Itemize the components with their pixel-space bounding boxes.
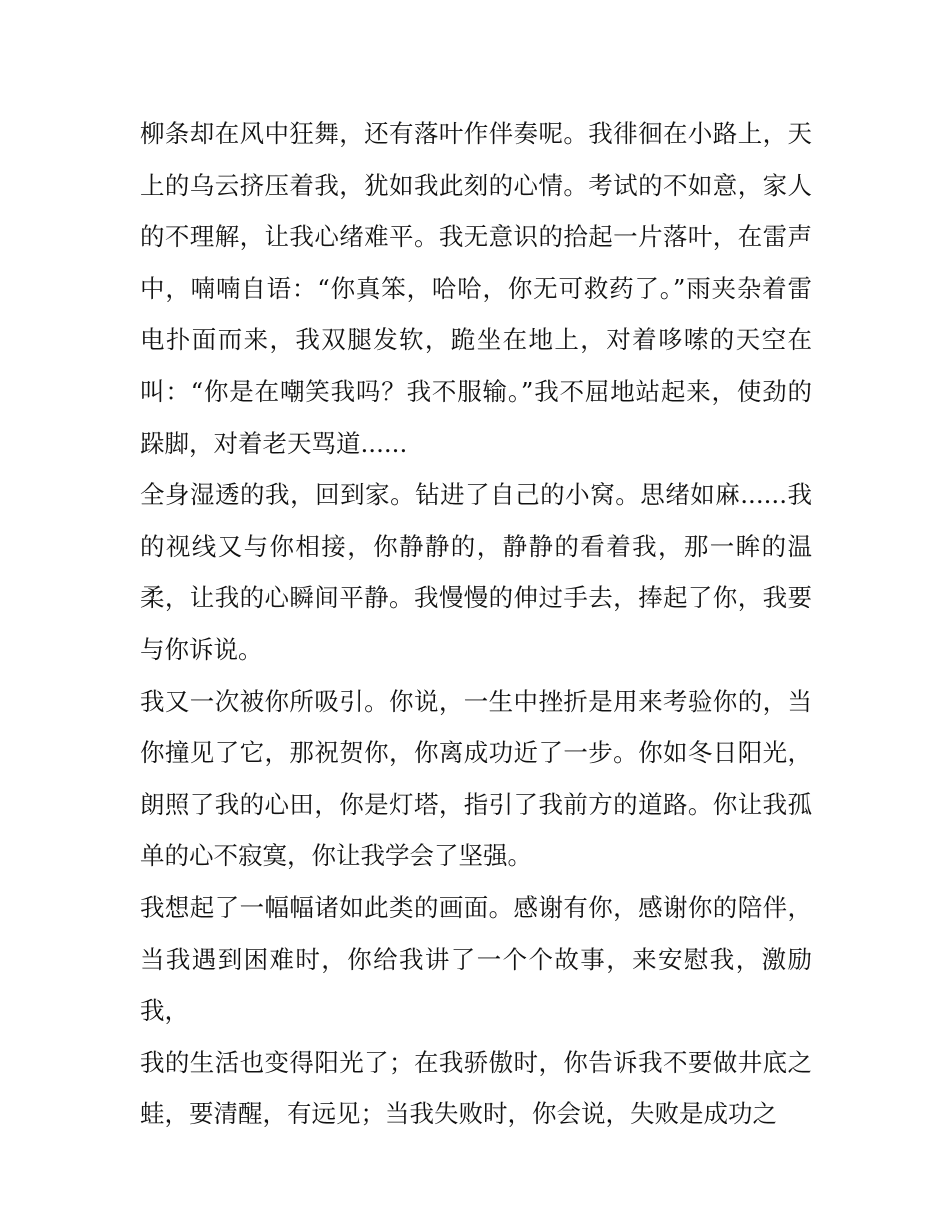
document-body — [140, 108, 812, 1140]
paragraph-4: 我想起了一幅幅诸如此类的画面。感谢有你，感谢你的陪伴，当我遇到困难时，你给我讲了一个个故事，来安慰我，激励我， — [140, 892, 812, 1026]
paragraph-3: 我又一次被你所吸引。你说，一生中挫折是用来考验你的，当你撞见了它，那祝贺你，你离成功近了一步。你如冬日阳光，朗照了我的心田，你是灯塔，指引了我前方的道路。你让我孤单的心不寂寞，你让我学会了坚强。 — [140, 686, 812, 871]
paragraph-2: 全身湿透的我，回到家。钻进了自己的小窝。思绪如麻......我的视线又与你相接，你静静的，静静的看着我，那一眸的温柔，让我的心瞬间平静。我慢慢的伸过手去，捧起了你，我要与你诉说。 — [140, 480, 812, 664]
paragraph-5: 我的生活也变得阳光了；在我骄傲时，你告诉我不要做井底之蛙，要清醒，有远见；当我失败时，你会说，失败是成功之 — [140, 1047, 812, 1129]
paragraph-1: 柳条却在风中狂舞，还有落叶作伴奏呢。我徘徊在小路上，天上的乌云挤压着我，犹如我此刻的心情。考试的不如意，家人的不理解，让我心绪难平。我无意识的拾起一片落叶，在雷声中，喃喃自语：“你真笨，哈哈，你无可救药了。”雨夹杂着雷电扑面而来，我双腿发软，跪坐在地上，对着哆嗦的天空在叫：“你是在嘲笑我吗？我不服输。”我不屈地站起来，使劲的跺脚，对着老天骂道...... — [140, 119, 812, 458]
